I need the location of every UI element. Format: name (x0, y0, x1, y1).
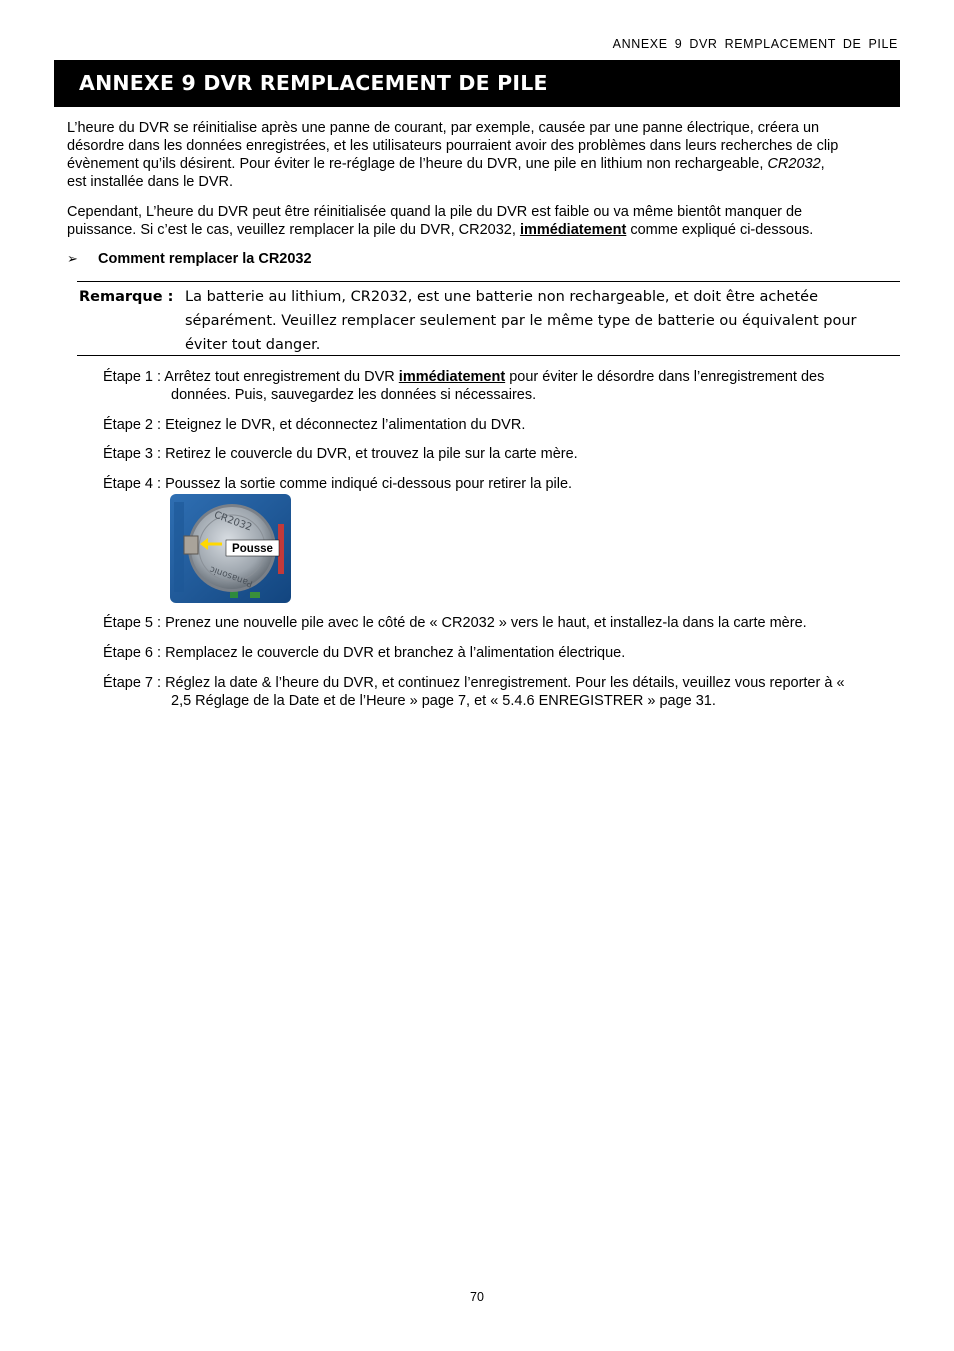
step-5: Étape 5 : Prenez une nouvelle pile avec le côté de « CR2032 » vers le haut, et installez-la dans la carte mère. (103, 615, 807, 631)
battery-photo (170, 494, 291, 603)
step-3: Étape 3 : Retirez le couvercle du DVR, et trouvez la pile sur la carte mère. (103, 446, 578, 462)
title-bar (54, 60, 900, 107)
page-title: ANNEXE 9 DVR REMPLACEMENT DE PILE (79, 71, 548, 95)
intro-line: L’heure du DVR se réinitialise après une panne de courant, par exemple, causée par une panne électrique, créera un (67, 120, 820, 136)
remark-box (77, 281, 900, 356)
bullet-heading: Comment remplacer la CR2032 (98, 251, 312, 267)
remark-text: La batterie au lithium, CR2032, est une batterie non rechargeable, et doit être achetée séparément. Veuillez remplacer seulement par le même type de batterie ou équivalent pour éviter tout danger. (185, 289, 857, 353)
second-paragraph: Cependant, L’heure du DVR peut être réinitialisée quand la pile du DVR est faible ou va même bientôt manquer de puissance. Si c’est le cas, veuillez remplacer la pile du DVR, CR2032, immédiatement comme expliqué ci-dessous. (67, 204, 814, 238)
intro-paragraph: L’heure du DVR se réinitialise après une panne de courant, par exemple, causée par une panne électrique, créera un désordre dans les données enregistrées, et les utilisateurs pourraient avoir des problèmes dans leurs recherches de clip évènement qu’ils désirent. Pour éviter le re-réglage de l’heure du DVR, une pile en lithium non rechargeable, CR2032, est installée dans le DVR. (67, 120, 839, 190)
emphasis-immediately: immédiatement (519, 222, 627, 238)
arrow-bullet-icon: ➢ (67, 251, 78, 266)
step-1: Étape 1 : Arrêtez tout enregistrement du DVR immédiatement pour éviter le désordre dans l’enregistrement des données. Puis, sauvegardez les données si nécessaires. (103, 369, 825, 403)
step-2: Étape 2 : Eteignez le DVR, et déconnectez l’alimentation du DVR. (103, 417, 526, 433)
step-4: Étape 4 : Poussez la sortie comme indiqué ci-dessous pour retirer la pile. (103, 476, 573, 492)
second-line: puissance. Si c’est le cas, veuillez remplacer la pile du DVR, CR2032, (67, 222, 520, 238)
push-label: Pousse (232, 543, 273, 555)
step-7: Étape 7 : Réglez la date & l’heure du DVR, et continuez l’enregistrement. Pour les détails, veuillez vous reporter à « 2,5 Réglage de la Date et de l’Heure » page 7, et « 5.4.6 ENREGISTRER » page 31. (103, 675, 845, 709)
remark-label: Remarque : (79, 289, 174, 305)
intro-line: désordre dans les données enregistrées, et les utilisateurs pourraient avoir des problèmes dans leurs recherches de clip (67, 138, 839, 154)
intro-line: évènement qu’ils désirent. Pour éviter le re-réglage de l’heure du DVR, une pile en lithium non rechargeable, (67, 156, 768, 172)
section-bullet (67, 251, 312, 267)
second-line: Cependant, L’heure du DVR peut être réinitialisée quand la pile du DVR est faible ou va même bientôt manquer de (67, 204, 803, 220)
battery-model-italic: CR2032 (767, 156, 821, 172)
emphasis-immediately: immédiatement (398, 369, 506, 385)
battery-label: CR2032 (212, 509, 254, 534)
running-header: ANNEXE 9 DVR REMPLACEMENT DE PILE (612, 37, 898, 51)
intro-line: est installée dans le DVR. (67, 174, 234, 190)
battery-brand: Panasonic (208, 563, 255, 589)
step-6: Étape 6 : Remplacez le couvercle du DVR et branchez à l’alimentation électrique. (103, 645, 626, 661)
page-number: 70 (470, 1290, 484, 1304)
